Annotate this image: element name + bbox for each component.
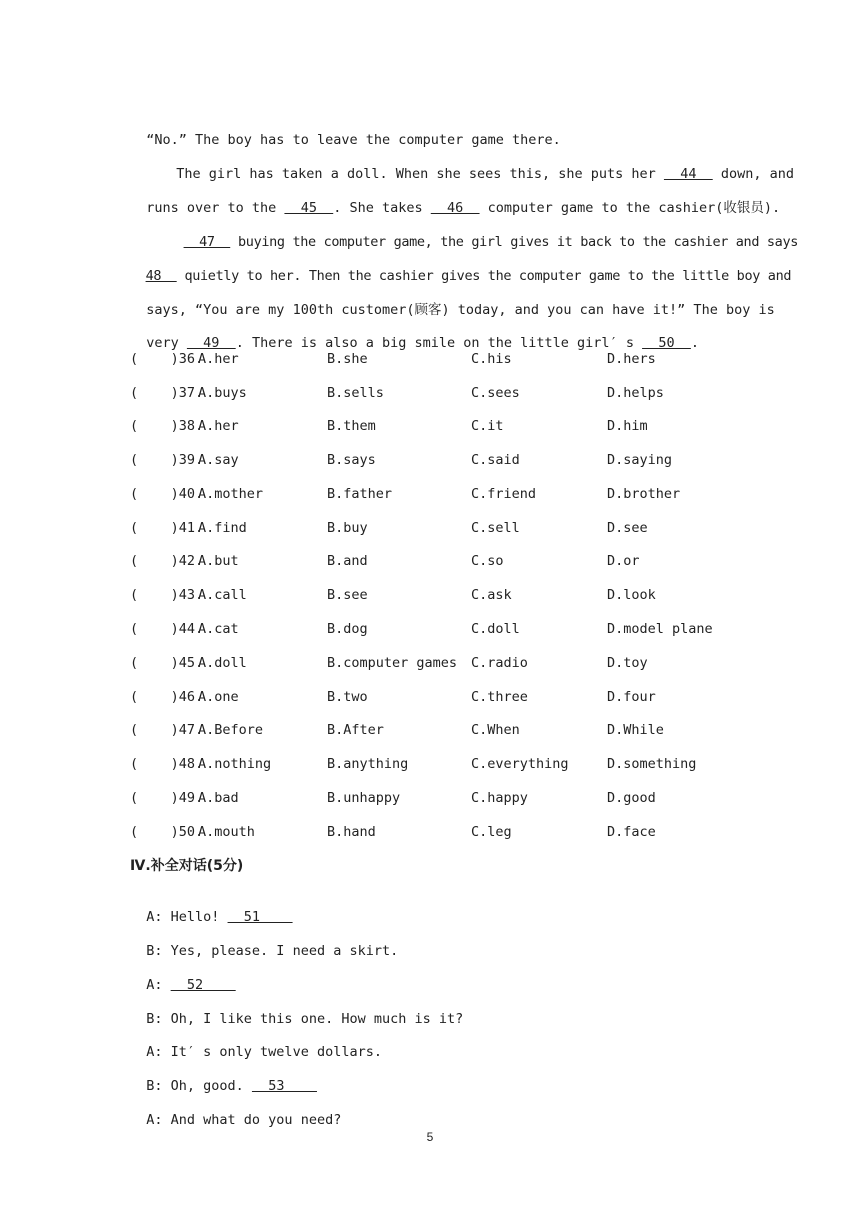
option-a: A.mother — [198, 486, 264, 502]
option-c: C.happy — [471, 790, 528, 806]
option-a: A.bad — [198, 790, 239, 806]
option-a: A.one — [198, 689, 239, 705]
option-c: C.sell — [471, 520, 520, 536]
option-d: D.face — [607, 824, 656, 840]
option-b: B.computer games — [327, 655, 458, 671]
option-b: B.buy — [327, 520, 368, 536]
page-number: 5 — [426, 1130, 434, 1144]
option-b: B.says — [327, 452, 376, 468]
option-a: A.her — [198, 351, 239, 367]
option-a: A.doll — [198, 655, 247, 671]
option-d: D.four — [607, 689, 656, 705]
question-row — [0, 721, 860, 741]
passage-text: The girl has taken a doll. When she sees this, she puts her — [176, 166, 664, 182]
passage-text: says, “You are my 100th customer(顾客) today, and you can have it!” The boy is — [146, 302, 775, 318]
question-row — [0, 519, 860, 539]
question-row — [0, 823, 860, 843]
passage-text: quietly to her. Then the cashier gives the computer game to the little boy and — [176, 268, 792, 284]
dialogue-text: B: Oh, good. — [146, 1078, 252, 1094]
dialogue-text: B: Yes, please. I need a skirt. — [146, 943, 399, 959]
option-c: C.ask — [471, 587, 512, 603]
option-c: C.When — [471, 722, 520, 738]
blank-44: 44 — [663, 166, 713, 182]
option-a: A.her — [198, 418, 239, 434]
question-number: ( )42. — [130, 553, 204, 569]
option-d: D.or — [607, 553, 640, 569]
option-c: C.so — [471, 553, 504, 569]
option-d: D.hers — [607, 351, 656, 367]
passage-line — [130, 181, 780, 217]
question-row — [0, 688, 860, 708]
question-row — [0, 417, 860, 437]
blank-46: 46 — [430, 200, 480, 216]
option-a: A.cat — [198, 621, 239, 637]
question-number: ( )41. — [130, 520, 204, 536]
question-row — [0, 755, 860, 775]
passage-line — [130, 249, 791, 285]
option-d: D.model plane — [607, 621, 713, 637]
question-row — [0, 451, 860, 471]
dialogue-line — [130, 1059, 317, 1095]
question-number: ( )38. — [130, 418, 204, 434]
option-c: C.it — [471, 418, 504, 434]
option-a: A.nothing — [198, 756, 272, 772]
question-number: ( )44. — [130, 621, 204, 637]
dialogue-line — [130, 958, 236, 994]
dialogue-text: A: — [146, 977, 171, 993]
option-c: C.radio — [471, 655, 528, 671]
option-b: B.them — [327, 418, 376, 434]
option-d: D.brother — [607, 486, 681, 502]
question-number: ( )48. — [130, 756, 204, 772]
option-c: C.sees — [471, 385, 520, 401]
option-d: D.saying — [607, 452, 673, 468]
dialogue-line — [130, 1093, 341, 1129]
blank-49: 49 — [186, 335, 236, 351]
dialogue-text: A: It′ s only twelve dollars. — [146, 1044, 382, 1060]
option-a: A.Before — [198, 722, 264, 738]
dialogue-text: B: Oh, I like this one. How much is it? — [146, 1011, 464, 1027]
dialogue-line — [130, 992, 463, 1028]
question-number: ( )45. — [130, 655, 204, 671]
option-c: C.doll — [471, 621, 520, 637]
passage-text: . There is also a big smile on the little girl′ s — [235, 335, 643, 351]
question-number: ( )43. — [130, 587, 204, 603]
option-b: B.she — [327, 351, 368, 367]
passage-text: . — [690, 335, 699, 351]
option-b: B.anything — [327, 756, 409, 772]
blank-51: 51 — [227, 909, 293, 925]
passage-text: runs over to the — [146, 200, 285, 216]
question-number: ( )37. — [130, 385, 204, 401]
question-number: ( )49. — [130, 790, 204, 806]
question-number: ( )46. — [130, 689, 204, 705]
passage-text: buying the computer game, the girl gives it back to the cashier and says — [230, 234, 799, 250]
option-c: C.friend — [471, 486, 537, 502]
option-a: A.say — [198, 452, 239, 468]
blank-48: 48 — [145, 268, 177, 284]
blank-53: 53 — [251, 1078, 317, 1094]
option-a: A.find — [198, 520, 247, 536]
option-b: B.sells — [327, 385, 384, 401]
question-row — [0, 654, 860, 674]
option-c: C.leg — [471, 824, 512, 840]
question-number: ( )36. — [130, 351, 204, 367]
passage-line — [130, 113, 561, 149]
option-b: B.dog — [327, 621, 368, 637]
option-d: D.good — [607, 790, 656, 806]
blank-52: 52 — [170, 977, 236, 993]
question-row — [0, 350, 860, 370]
question-row — [0, 384, 860, 404]
question-number: ( )39. — [130, 452, 204, 468]
passage-line — [130, 283, 775, 319]
option-d: D.toy — [607, 655, 648, 671]
option-c: C.three — [471, 689, 528, 705]
blank-50: 50 — [642, 335, 691, 351]
option-d: D.him — [607, 418, 648, 434]
passage-text: computer game to the cashier(收银员). — [479, 200, 781, 216]
option-b: B.unhappy — [327, 790, 401, 806]
dialogue-text: A: Hello! — [146, 909, 228, 925]
option-b: B.hand — [327, 824, 376, 840]
question-row — [0, 620, 860, 640]
option-a: A.but — [198, 553, 239, 569]
question-number: ( )40. — [130, 486, 204, 502]
option-a: A.buys — [198, 385, 247, 401]
option-b: B.father — [327, 486, 393, 502]
dialogue-line — [130, 890, 293, 926]
passage-text: . She takes — [333, 200, 431, 216]
section-title: Ⅳ.补全对话(5分) — [130, 858, 244, 874]
question-row — [0, 485, 860, 505]
option-b: B.see — [327, 587, 368, 603]
option-a: A.call — [198, 587, 247, 603]
option-d: D.something — [607, 756, 697, 772]
option-b: B.After — [327, 722, 384, 738]
question-row — [0, 552, 860, 572]
dialogue-text: A: And what do you need? — [146, 1112, 342, 1128]
option-d: D.helps — [607, 385, 664, 401]
question-row — [0, 789, 860, 809]
passage-text: “No.” The boy has to leave the computer game there. — [146, 132, 561, 148]
option-d: D.While — [607, 722, 664, 738]
option-c: C.everything — [471, 756, 569, 772]
option-d: D.look — [607, 587, 656, 603]
option-b: B.two — [327, 689, 368, 705]
question-number: ( )50. — [130, 824, 204, 840]
passage-line — [130, 316, 699, 352]
dialogue-line — [130, 1025, 382, 1061]
passage-line — [168, 215, 798, 251]
passage-text: very — [146, 335, 187, 351]
question-number: ( )47. — [130, 722, 204, 738]
option-c: C.his — [471, 351, 512, 367]
option-d: D.see — [607, 520, 648, 536]
question-row — [0, 586, 860, 606]
option-c: C.said — [471, 452, 520, 468]
blank-45: 45 — [284, 200, 334, 216]
option-a: A.mouth — [198, 824, 255, 840]
passage-line — [160, 147, 794, 183]
option-b: B.and — [327, 553, 368, 569]
passage-text: down, and — [712, 166, 794, 182]
dialogue-line — [130, 924, 398, 960]
blank-47: 47 — [183, 234, 231, 250]
